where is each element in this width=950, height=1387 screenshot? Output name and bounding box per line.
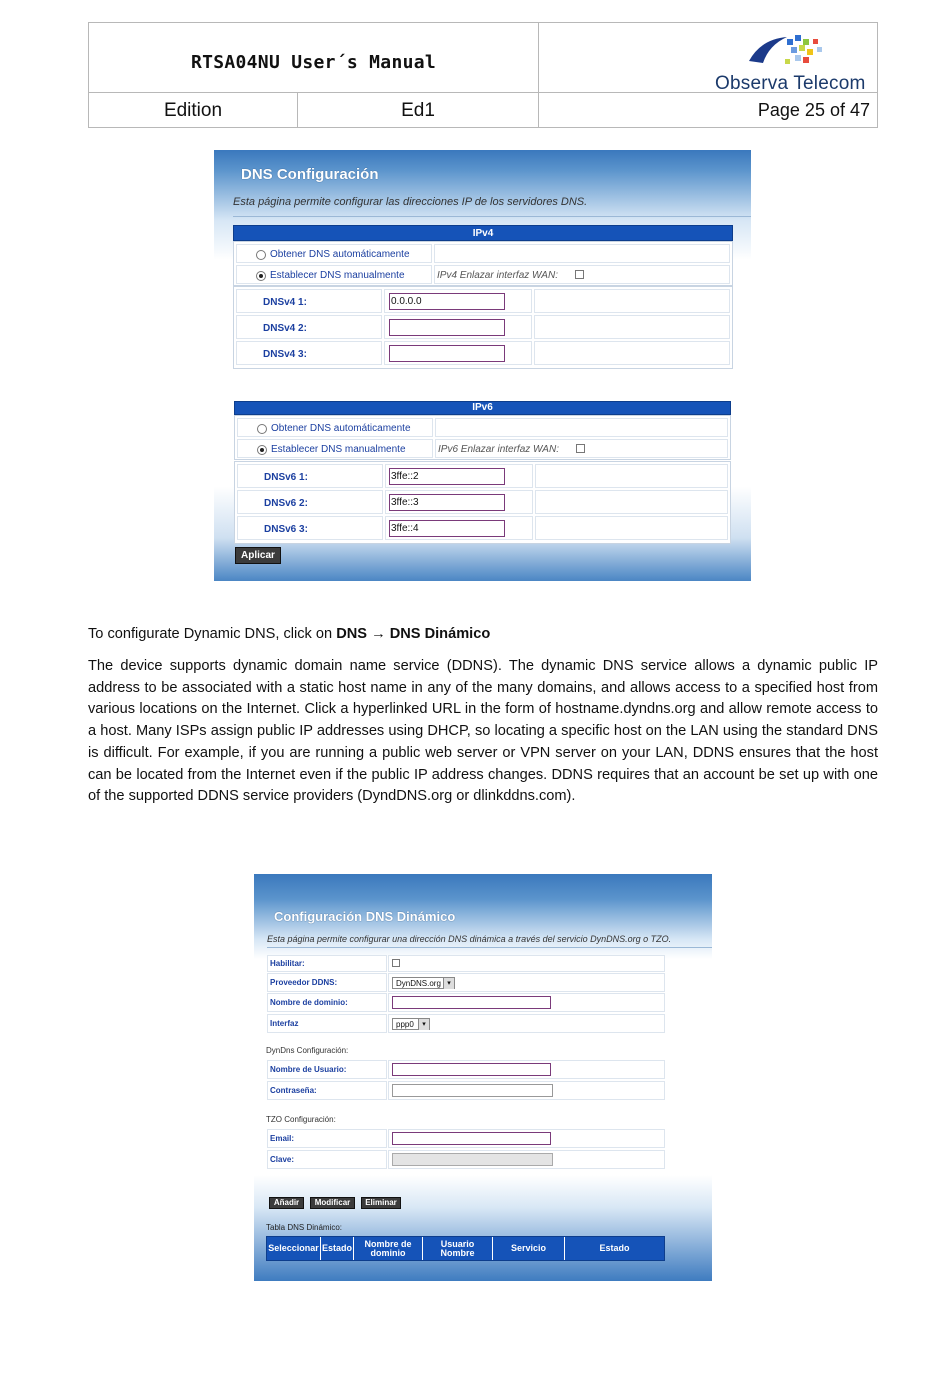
domain-input-cell [388, 993, 665, 1012]
dnsv6-1-label-cell [237, 464, 383, 488]
company-logo [539, 23, 878, 93]
tzo-key-input-cell [388, 1150, 665, 1169]
logo-icon [747, 31, 837, 73]
dyndns-user-input-cell [388, 1060, 665, 1079]
provider-label-cell [267, 973, 387, 992]
dnsv4-1-extra-cell [534, 289, 730, 313]
page-number: Page 25 of 47 [757, 100, 870, 120]
ipv4-header-bar: IPv4 [233, 225, 733, 241]
dnsv4-3-label: DNSv4 3: [263, 349, 307, 360]
manual-title: RTSA04NU User´s Manual [89, 23, 539, 93]
dnsv4-2-label: DNSv4 2: [263, 323, 307, 334]
tzo-email-label-cell [267, 1129, 387, 1148]
enable-input-cell [388, 955, 665, 972]
ddns-paragraph: The device supports dynamic domain name service (DDNS). The dynamic DNS service allows a dynamic public IP address to be associated with a static host name in any of the many domains, and allows access to a specified host from various locations on the Internet. Click a hyperlinked URL in the form of hostname.dyndns.org and allow remote access to a host. Many ISPs assign public IP addresses using DHCP, so locating a specific host on the LAN using the standard DNS is difficult. For example, if you are running a public web server or VPN server on your LAN, DDNS ensures that the host can be located from the Internet even if the public IP address changes. DDNS requires that an account be set up with one of the supported DDNS service providers (DyndDNS.org or dlinkddns.com). [88, 658, 878, 805]
enable-label: Habilitar: [270, 959, 305, 968]
domain-label: Nombre de dominio: [270, 998, 348, 1007]
dnsv4-2-extra-cell [534, 315, 730, 339]
ipv6-header-bar: IPv6 [234, 401, 731, 415]
table-header-user: Usuario Nombre [423, 1237, 493, 1260]
interface-value: ppp0 [396, 1020, 414, 1029]
dnsv6-3-extra-cell [535, 516, 728, 540]
document-header [88, 22, 878, 128]
modify-button[interactable]: Modificar [310, 1197, 355, 1209]
ipv6-manual-radio[interactable] [257, 445, 267, 455]
dnsv4-3-input-cell [384, 341, 532, 365]
chevron-down-icon: ▾ [418, 1019, 429, 1030]
interface-label-cell [267, 1014, 387, 1033]
tzo-email-input[interactable] [392, 1132, 551, 1145]
menu-dns-dinamico: DNS Dinámico [389, 626, 491, 642]
menu-dns: DNS [336, 626, 367, 642]
instruction-prefix: To configurate Dynamic DNS, click on [88, 626, 337, 642]
provider-value: DynDNS.org [396, 979, 441, 988]
logo-text: Observa Telecom [715, 73, 866, 94]
add-button[interactable]: Añadir [269, 1197, 304, 1209]
chevron-down-icon: ▾ [443, 978, 454, 989]
dnsv4-2-label-cell [236, 315, 382, 339]
ipv4-dns-group [233, 286, 733, 369]
dyndns-password-input-cell [388, 1081, 665, 1100]
dnsv6-2-extra-cell [535, 490, 728, 514]
arrow-right-icon: → [371, 626, 386, 642]
table-caption: Tabla DNS Dinámico: [266, 1223, 343, 1232]
ipv6-wan-label: IPv6 Enlazar interfaz WAN: [438, 444, 559, 455]
enable-checkbox[interactable] [392, 959, 400, 967]
edition-label: Edition [89, 93, 298, 128]
tzo-email-input-cell [388, 1129, 665, 1148]
ipv6-auto-label: Obtener DNS automáticamente [271, 423, 411, 434]
ipv4-auto-row[interactable] [236, 244, 432, 263]
dnsv4-3-extra-cell [534, 341, 730, 365]
dyndns-user-label: Nombre de Usuario: [270, 1065, 347, 1074]
ipv4-auto-label: Obtener DNS automáticamente [270, 249, 410, 260]
dnsv6-1-label: DNSv6 1: [264, 472, 308, 483]
ipv6-manual-row[interactable] [237, 439, 433, 458]
ddns-table-header [266, 1236, 665, 1261]
apply-button[interactable]: Aplicar [235, 547, 281, 564]
dyndns-section-label: DynDns Configuración: [266, 1046, 349, 1055]
table-header-select: Seleccionar [267, 1237, 321, 1260]
table-header-service: Servicio [493, 1237, 565, 1260]
provider-input-cell [388, 973, 665, 992]
dnsv4-2-input[interactable] [389, 319, 505, 336]
ddns-config-screenshot [254, 874, 712, 1281]
dnsv4-3-label-cell [236, 341, 382, 365]
dyndns-password-label: Contraseña: [270, 1086, 317, 1095]
dnsv6-1-input-cell [385, 464, 533, 488]
dnsv6-3-label: DNSv6 3: [264, 524, 308, 535]
dyndns-user-label-cell [267, 1060, 387, 1079]
dnsv4-1-input-cell [384, 289, 532, 313]
dnsv6-3-label-cell [237, 516, 383, 540]
dnsv6-3-input[interactable]: 3ffe::4 [389, 520, 505, 537]
dnsv6-3-input-cell [385, 516, 533, 540]
ipv6-wan-checkbox[interactable] [576, 444, 585, 453]
interface-label: Interfaz [270, 1019, 299, 1028]
ipv6-auto-radio[interactable] [257, 424, 267, 434]
dnsv4-1-label: DNSv4 1: [263, 297, 307, 308]
ipv6-empty-cell [435, 418, 728, 437]
enable-label-cell [267, 955, 387, 972]
domain-input[interactable] [392, 996, 551, 1009]
provider-select[interactable] [392, 977, 455, 989]
ipv4-mode-group [233, 241, 733, 286]
ipv4-empty-cell [434, 244, 730, 263]
tzo-email-label: Email: [270, 1134, 295, 1143]
ipv6-auto-row[interactable] [237, 418, 433, 437]
ipv4-manual-label: Establecer DNS manualmente [270, 270, 405, 281]
instruction-line [88, 624, 878, 646]
ipv4-manual-row[interactable] [236, 265, 432, 284]
domain-label-cell [267, 993, 387, 1012]
dns-description: Esta página permite configurar las direcciones IP de los servidores DNS. [233, 196, 588, 208]
ipv4-wan-cell [434, 265, 730, 284]
dnsv6-2-input[interactable]: 3ffe::3 [389, 494, 505, 511]
dnsv6-1-input[interactable]: 3ffe::2 [389, 468, 505, 485]
dns-title: DNS Configuración [241, 166, 379, 183]
ipv6-manual-label: Establecer DNS manualmente [271, 444, 406, 455]
dnsv4-2-input-cell [384, 315, 532, 339]
tzo-key-input[interactable] [392, 1153, 553, 1166]
tzo-section-label: TZO Configuración: [266, 1115, 336, 1124]
ipv6-wan-cell [435, 439, 728, 458]
dnsv4-1-label-cell [236, 289, 382, 313]
dyndns-password-input[interactable] [392, 1084, 553, 1097]
divider [267, 947, 712, 948]
table-header-status: Estado [321, 1237, 354, 1260]
ipv6-mode-group [234, 415, 731, 460]
dnsv6-2-label: DNSv6 2: [264, 498, 308, 509]
dyndns-user-input[interactable] [392, 1063, 551, 1076]
dnsv4-3-input[interactable] [389, 345, 505, 362]
tzo-key-label-cell [267, 1150, 387, 1169]
ddns-title: Configuración DNS Dinámico [274, 909, 456, 924]
dnsv6-2-input-cell [385, 490, 533, 514]
table-header-state: Estado [599, 1243, 630, 1253]
ipv4-auto-radio[interactable] [256, 250, 266, 260]
ipv4-wan-checkbox[interactable] [575, 270, 584, 279]
dnsv6-1-extra-cell [535, 464, 728, 488]
ipv4-manual-radio[interactable] [256, 271, 266, 281]
table-header-domain: Nombre de dominio [354, 1237, 423, 1260]
ipv4-wan-label: IPv4 Enlazar interfaz WAN: [437, 270, 558, 281]
dnsv4-1-input[interactable]: 0.0.0.0 [389, 293, 505, 310]
divider [233, 216, 751, 217]
edition-value: Ed1 [298, 93, 539, 128]
interface-input-cell [388, 1014, 665, 1033]
tzo-key-label: Clave: [270, 1155, 295, 1164]
dnsv6-2-label-cell [237, 490, 383, 514]
dns-config-screenshot [214, 150, 751, 581]
ddns-description: Esta página permite configurar una dirección DNS dinámica a través del servicio DynDNS.org o TZO. [267, 934, 672, 944]
delete-button[interactable]: Eliminar [361, 1197, 401, 1209]
dyndns-password-label-cell [267, 1081, 387, 1100]
ipv6-dns-group [234, 461, 731, 544]
provider-label: Proveedor DDNS: [270, 978, 338, 987]
interface-select[interactable] [392, 1018, 430, 1030]
